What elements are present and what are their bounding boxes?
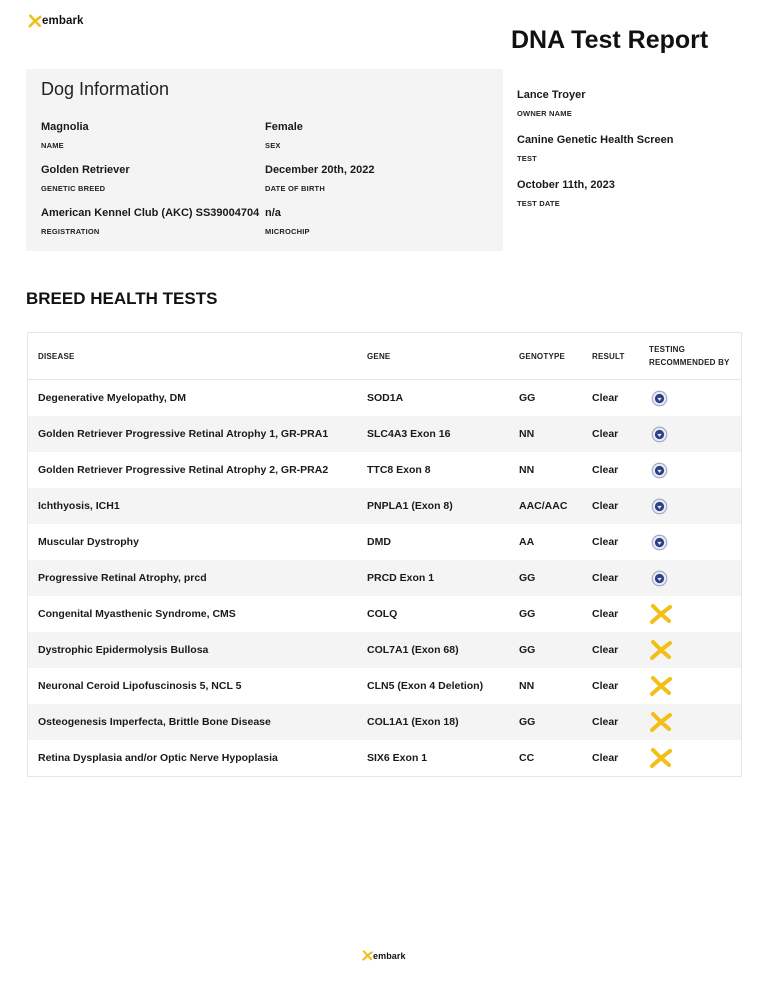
recommended-by-cell [649, 524, 742, 560]
disease-cell: Retina Dysplasia and/or Optic Nerve Hypoplasia [38, 752, 278, 764]
disease-cell: Osteogenesis Imperfecta, Brittle Bone Disease [28, 704, 368, 740]
gene-cell: COL1A1 (Exon 18) [367, 704, 519, 740]
dog-sex-field [265, 121, 303, 150]
embark-logo [28, 14, 84, 28]
breed-health-heading: BREED HEALTH TESTS [26, 289, 218, 308]
table-row [28, 452, 742, 488]
disease-cell: Muscular Dystrophy [38, 536, 139, 548]
embark-star-icon [28, 14, 42, 28]
table-row [28, 380, 742, 417]
report-title: DNA Test Report [511, 26, 709, 54]
table-row [28, 704, 742, 740]
owner-name-field [517, 89, 674, 118]
date-of-birth-label: DATE OF BIRTH [265, 184, 325, 193]
registration-value: American Kennel Club (AKC) SS39004704 [41, 207, 260, 219]
disease-cell: Dystrophic Epidermolysis Bullosa [28, 632, 368, 668]
embark-star-icon [649, 747, 673, 769]
owner-information [517, 89, 674, 224]
genetic-breed-label: GENETIC BREED [41, 184, 106, 193]
table-row [28, 488, 742, 524]
recommended-by-cell [649, 488, 742, 524]
recommended-by-cell [649, 380, 742, 417]
owner-name-value: Lance Troyer [517, 89, 586, 101]
column-header-disease: DISEASE [28, 333, 368, 380]
result-cell: Clear [592, 752, 619, 764]
result-cell: Clear [592, 560, 649, 596]
registration-label: REGISTRATION [41, 227, 100, 236]
akc-seal-icon [651, 426, 668, 443]
gene-cell: CLN5 (Exon 4 Deletion) [367, 680, 484, 692]
result-cell: Clear [592, 608, 619, 620]
microchip-value: n/a [265, 207, 281, 219]
column-header-recommended-by [649, 333, 742, 380]
test-date-label: TEST DATE [517, 199, 560, 208]
genotype-cell: GG [519, 560, 592, 596]
disease-cell: Progressive Retinal Atrophy, prcd [28, 560, 368, 596]
gene-cell: COL7A1 (Exon 68) [367, 632, 519, 668]
genetic-breed-field [41, 164, 130, 193]
recommended-by-cell [649, 452, 742, 488]
genotype-cell: AAC/AAC [519, 488, 592, 524]
genotype-cell: GG [519, 608, 536, 620]
recommended-by-cell [649, 632, 742, 668]
logo-wordmark: embark [42, 15, 84, 27]
gene-cell: PNPLA1 (Exon 8) [367, 488, 519, 524]
result-cell: Clear [592, 416, 649, 452]
column-header-result: RESULT [592, 333, 649, 380]
table-row [28, 416, 742, 452]
date-of-birth-value: December 20th, 2022 [265, 164, 375, 176]
akc-seal-icon [651, 570, 668, 587]
embark-star-icon [649, 675, 673, 697]
column-header-gene: GENE [367, 333, 519, 380]
result-cell: Clear [592, 488, 649, 524]
genotype-cell: CC [519, 752, 535, 764]
dog-information-panel [26, 69, 503, 251]
genotype-cell: GG [519, 632, 592, 668]
disease-cell: Golden Retriever Progressive Retinal Atrophy 2, GR-PRA2 [38, 464, 329, 476]
table-row [28, 668, 742, 704]
footer-embark-logo [362, 950, 406, 961]
recommended-by-cell [649, 560, 742, 596]
genotype-cell: NN [519, 464, 535, 476]
table-row [28, 596, 742, 632]
dog-name-label: NAME [41, 141, 64, 150]
dog-information-title: Dog Information [41, 79, 170, 99]
disease-cell: Ichthyosis, ICH1 [28, 488, 368, 524]
test-label: TEST [517, 154, 537, 163]
akc-seal-icon [651, 462, 668, 479]
test-field [517, 134, 674, 163]
gene-cell: DMD [367, 536, 391, 548]
dog-name-value: Magnolia [41, 121, 89, 133]
table-row [28, 560, 742, 596]
result-cell: Clear [592, 464, 619, 476]
disease-cell: Congenital Myasthenic Syndrome, CMS [38, 608, 236, 620]
recommended-by-cell [649, 596, 742, 632]
genotype-cell: NN [519, 416, 592, 452]
result-cell: Clear [592, 536, 619, 548]
breed-health-table [27, 332, 742, 777]
embark-star-icon [649, 711, 673, 733]
dog-sex-label: SEX [265, 141, 281, 150]
date-of-birth-field [265, 164, 374, 193]
test-date-field [517, 179, 674, 208]
embark-star-icon [362, 950, 373, 961]
microchip-label: MICROCHIP [265, 227, 310, 236]
akc-seal-icon [651, 498, 668, 515]
test-date-value: October 11th, 2023 [517, 179, 615, 191]
result-cell: Clear [592, 392, 619, 404]
genotype-cell: GG [519, 704, 592, 740]
table-row [28, 524, 742, 560]
disease-cell: Golden Retriever Progressive Retinal Atrophy 1, GR-PRA1 [28, 416, 368, 452]
gene-cell: SIX6 Exon 1 [367, 752, 428, 764]
genotype-cell: AA [519, 536, 535, 548]
table-header-row [28, 333, 742, 380]
registration-field [41, 207, 259, 236]
table-row [28, 740, 742, 777]
genotype-cell: GG [519, 392, 536, 404]
gene-cell: SLC4A3 Exon 16 [367, 416, 519, 452]
owner-name-label: OWNER NAME [517, 109, 572, 118]
recommended-by-cell [649, 740, 742, 777]
dog-sex-value: Female [265, 121, 303, 133]
genotype-cell: NN [519, 680, 535, 692]
disease-cell: Degenerative Myelopathy, DM [38, 392, 187, 404]
recommended-header-line1: TESTING [649, 345, 686, 354]
test-value: Canine Genetic Health Screen [517, 134, 674, 146]
embark-star-icon [649, 639, 673, 661]
gene-cell: PRCD Exon 1 [367, 560, 519, 596]
recommended-by-cell [649, 668, 742, 704]
akc-seal-icon [651, 390, 668, 407]
microchip-field [265, 207, 310, 236]
recommended-by-cell [649, 704, 742, 740]
akc-seal-icon [651, 534, 668, 551]
gene-cell: TTC8 Exon 8 [367, 464, 431, 476]
genetic-breed-value: Golden Retriever [41, 164, 130, 176]
embark-star-icon [649, 603, 673, 625]
result-cell: Clear [592, 632, 649, 668]
result-cell: Clear [592, 704, 649, 740]
footer-wordmark: embark [373, 950, 406, 961]
recommended-by-cell [649, 416, 742, 452]
column-header-genotype: GENOTYPE [519, 333, 592, 380]
dog-name-field [41, 121, 89, 150]
result-cell: Clear [592, 680, 619, 692]
gene-cell: SOD1A [367, 392, 404, 404]
gene-cell: COLQ [367, 608, 398, 620]
disease-cell: Neuronal Ceroid Lipofuscinosis 5, NCL 5 [38, 680, 242, 692]
table-row [28, 632, 742, 668]
recommended-header-line2: RECOMMENDED BY [649, 358, 730, 367]
